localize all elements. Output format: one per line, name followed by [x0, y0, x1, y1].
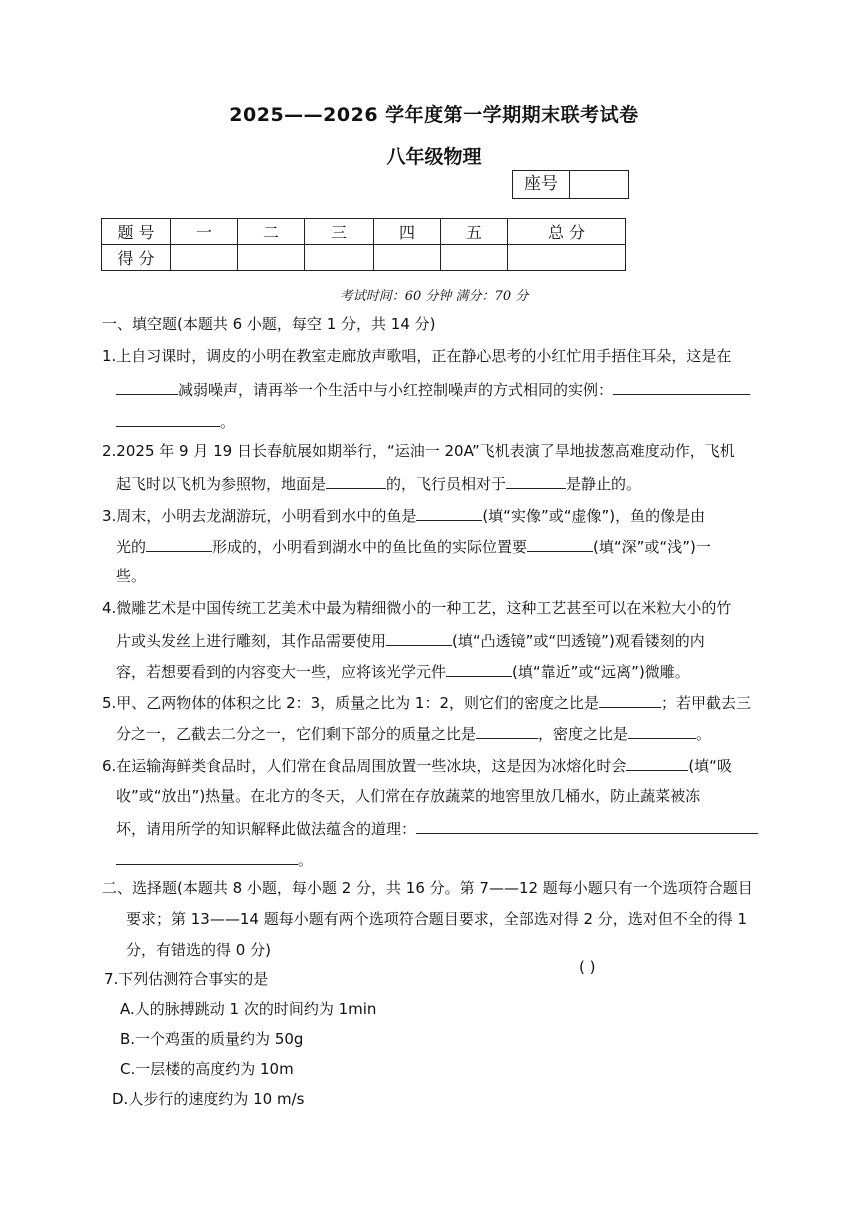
score-table [101, 218, 626, 271]
q6-text: 6.在运输海鲜类食品时，人们常在食品周围放置一些冰块，这是因为冰熔化时会 [102, 757, 627, 775]
q6-text: 。 [298, 851, 314, 869]
q3-line2 [116, 535, 711, 557]
seat-number-field[interactable] [570, 171, 628, 198]
q6-line1 [102, 754, 732, 776]
q5-text: ；若甲截去三 [661, 694, 752, 712]
q2-line1: 2.2025 年 9 月 19 日长春航展如期举行，“运油一 20A”飞机表演了旱地拔葱高难度动作，飞机 [102, 442, 735, 460]
score-table-header-row [102, 219, 626, 245]
q6-line4 [116, 848, 313, 870]
section2-heading-line1: 二、选择题(本题共 8 小题，每小题 2 分，共 16 分。第 7——12 题每小题只有一个选项符合题目 [102, 879, 753, 897]
q7-option-b: B.一个鸡蛋的质量约为 50g [120, 1030, 304, 1048]
q6-text: (填“吸 [688, 757, 732, 775]
q3-line1 [102, 504, 705, 526]
q5-text: 。 [696, 725, 712, 743]
q3-text: 3.周末，小明去龙湖游玩，小明看到水中的鱼是 [102, 507, 417, 525]
score-table-cell: 得 分 [102, 245, 171, 271]
q4-line1: 4.微雕艺术是中国传统工艺美术中最为精细微小的一种工艺，这种工艺甚至可以在米粒大小的竹 [102, 599, 732, 617]
exam-info: 考试时间：60 分钟 满分：70 分 [339, 289, 529, 304]
score-field[interactable] [508, 245, 626, 271]
q7-answer-paren[interactable]: ( ) [579, 958, 596, 976]
score-field[interactable] [238, 245, 305, 271]
q7-stem: 7.下列估测符合事实的是 [104, 970, 269, 988]
seat-number-box [512, 170, 629, 199]
score-field[interactable] [171, 245, 238, 271]
answer-blank[interactable] [416, 504, 482, 521]
q3-text: (填“实像”或“虚像”)，鱼的像是由 [482, 507, 706, 525]
q5-text: ，密度之比是 [538, 725, 629, 743]
answer-blank[interactable] [476, 722, 538, 739]
q2-text: 起飞时以飞机为参照物，地面是 [116, 475, 327, 493]
exam-subtitle: 八年级物理 [386, 146, 482, 168]
score-table-cell: 二 [238, 219, 305, 245]
q4-line2 [116, 629, 705, 651]
q2-text: 的，飞行员相对于 [386, 475, 507, 493]
answer-blank[interactable] [446, 660, 512, 677]
score-table-cell: 四 [374, 219, 441, 245]
exam-title: 2025——2026 学年度第一学期期末联考试卷 [229, 104, 639, 126]
q4-text: (填“凸透镜”或“凹透镜”)观看镂刻的内 [452, 632, 705, 650]
q2-line2 [116, 472, 641, 494]
q1-line3 [116, 410, 235, 432]
q1-line1: 1.上自习课时，调皮的小明在教室走廊放声歌唱，正在静心思考的小红忙用手捂住耳朵，这是在 [102, 347, 732, 365]
q7-option-a: A.人的脉搏跳动 1 次的时间约为 1min [120, 1000, 377, 1018]
answer-blank[interactable] [506, 472, 566, 489]
q4-text: 容，若想要看到的内容变大一些，应将该光学元件 [116, 663, 447, 681]
q3-text: 形成的，小明看到湖水中的鱼比鱼的实际位置要 [212, 538, 528, 556]
q5-line1 [102, 691, 751, 713]
score-table-cell: 题 号 [102, 219, 171, 245]
answer-blank[interactable] [326, 472, 386, 489]
answer-blank[interactable] [146, 535, 212, 552]
section2-heading-line3: 分，有错选的得 0 分) [126, 941, 271, 959]
q1-text: 减弱噪声，请再举一个生活中与小红控制噪声的方式相同的实例： [178, 381, 614, 399]
score-table-cell: 总 分 [508, 219, 626, 245]
q3-text: (填“深”或“浅”)一 [593, 538, 711, 556]
answer-blank[interactable] [386, 629, 452, 646]
score-table-cell: 三 [305, 219, 374, 245]
q4-line3 [116, 660, 690, 682]
q5-text: 5.甲、乙两物体的体积之比 2：3，质量之比为 1：2，则它们的密度之比是 [102, 694, 600, 712]
answer-blank[interactable] [599, 691, 661, 708]
q1-line2 [116, 378, 750, 400]
q7-option-d: D.人步行的速度约为 10 m/s [112, 1090, 305, 1108]
score-field[interactable] [374, 245, 441, 271]
section2-heading-line2: 要求；第 13——14 题每小题有两个选项符合题目要求，全部选对得 2 分，选对但不全的得 1 [126, 910, 748, 928]
q4-text: (填“靠近”或“远离”)微雕。 [512, 663, 690, 681]
answer-blank[interactable] [116, 378, 178, 395]
answer-blank[interactable] [626, 754, 688, 771]
q1-text: 。 [220, 413, 236, 431]
q4-text: 片或头发丝上进行雕刻，其作品需要使用 [116, 632, 387, 650]
section1-heading: 一、填空题(本题共 6 小题，每空 1 分，共 14 分) [102, 315, 436, 333]
q6-line2: 收”或“放出”)热量。在北方的冬天，人们常在存放蔬菜的地窖里放几桶水，防止蔬菜被冻 [116, 787, 701, 805]
q5-line2 [116, 722, 711, 744]
score-table-cell: 一 [171, 219, 238, 245]
score-field[interactable] [305, 245, 374, 271]
answer-blank[interactable] [416, 817, 758, 834]
q3-line3: 些。 [116, 567, 147, 585]
seat-label: 座号 [513, 171, 570, 198]
q2-text: 是静止的。 [566, 475, 642, 493]
score-field[interactable] [441, 245, 508, 271]
q3-text: 光的 [116, 538, 147, 556]
answer-blank[interactable] [628, 722, 696, 739]
q5-text: 分之一，乙截去二分之一，它们剩下部分的质量之比是 [116, 725, 477, 743]
answer-blank[interactable] [116, 848, 298, 865]
answer-blank[interactable] [527, 535, 593, 552]
q6-text: 坏，请用所学的知识解释此做法蕴含的道理： [116, 820, 417, 838]
answer-blank[interactable] [613, 378, 750, 395]
answer-blank[interactable] [116, 410, 220, 427]
score-table-cell: 五 [441, 219, 508, 245]
q6-line3 [116, 817, 758, 839]
q7-option-c: C.一层楼的高度约为 10m [120, 1060, 294, 1078]
score-table-score-row [102, 245, 626, 271]
